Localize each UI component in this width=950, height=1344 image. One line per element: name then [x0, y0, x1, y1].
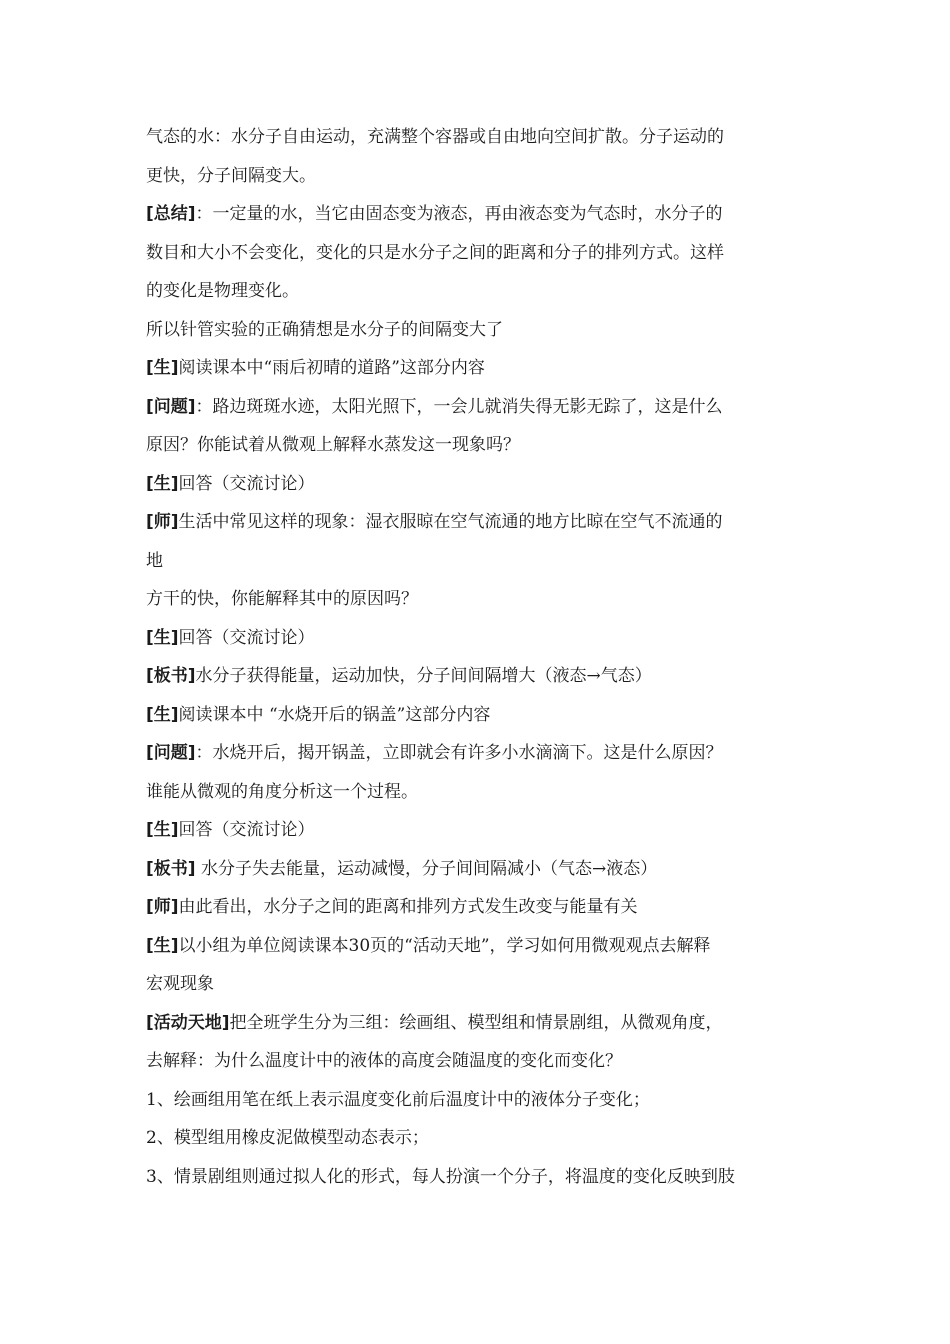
line-text: 谁能从微观的角度分析这一个过程。: [146, 781, 418, 802]
line-tag: [活动天地]: [146, 1012, 230, 1033]
line-text: 回答（交流讨论）: [178, 820, 315, 840]
line-text: 阅读课本中“雨后初晴的道路”这部分内容: [178, 358, 485, 378]
text-line: [146, 465, 816, 504]
text-line: [146, 157, 816, 196]
text-line: [146, 1081, 816, 1120]
text-line: [146, 734, 816, 773]
line-tag: [板书]: [146, 666, 196, 686]
line-text: 1、绘画组用笔在纸上表示温度变化前后温度计中的液体分子变化；: [146, 1089, 650, 1110]
line-text: 气态的水：水分子自由运动，充满整个容器或自由地向空间扩散。分子运动的: [146, 127, 724, 147]
text-line: [146, 927, 816, 966]
line-text: 把全班学生分为三组：绘画组、模型组和情景剧组，从微观角度，: [229, 1012, 723, 1033]
line-text: 所以针管实验的正确猜想是水分子的间隔变大了: [146, 319, 503, 340]
text-line: [146, 388, 816, 427]
line-tag: [生]: [146, 473, 179, 494]
line-tag: [生]: [146, 704, 179, 725]
line-text: 的变化是物理变化。: [146, 281, 299, 301]
line-tag: [问题]: [146, 396, 196, 417]
text-line: [146, 311, 816, 350]
text-line: [146, 1042, 816, 1081]
line-tag: [师]: [146, 897, 179, 917]
line-text: 水分子获得能量，运动加快，分子间间隔增大（液态→气态）: [195, 666, 652, 686]
line-text: 生活中常见这样的现象：湿衣服晾在空气流通的地方比晾在空气不流通的: [178, 512, 723, 532]
line-text: 数目和大小不会变化，变化的只是水分子之间的距离和分子的排列方式。这样: [146, 242, 724, 263]
text-line: [146, 542, 816, 581]
text-line: [146, 657, 816, 696]
line-text: 水分子失去能量，运动减慢，分子间间隔减小（气态→液态）: [195, 858, 658, 879]
text-line: [146, 195, 816, 234]
text-line: [146, 118, 816, 157]
text-line: [146, 1158, 816, 1197]
line-tag: [生]: [146, 935, 179, 956]
text-line: [146, 272, 816, 311]
line-text: 回答（交流讨论）: [178, 627, 315, 648]
text-line: [146, 1119, 816, 1158]
text-line: [146, 1004, 816, 1043]
line-tag: [总结]: [146, 204, 196, 224]
line-tag: [板书]: [146, 858, 196, 879]
document-page: [146, 118, 816, 1196]
line-text: 原因？你能试着从微观上解释水蒸发这一现象吗？: [146, 435, 520, 455]
text-line: [146, 850, 816, 889]
line-text: ：路边斑斑水迹，太阳光照下，一会儿就消失得无影无踪了，这是什么: [195, 396, 723, 417]
text-line: [146, 503, 816, 542]
text-line: [146, 619, 816, 658]
line-tag: [生]: [146, 358, 179, 378]
text-line: [146, 773, 816, 812]
line-text: 3、情景剧组则通过拟人化的形式，每人扮演一个分子，将温度的变化反映到肢: [146, 1166, 735, 1187]
line-text: 更快，分子间隔变大。: [146, 165, 316, 186]
line-text: ：一定量的水，当它由固态变为液态，再由液态变为气态时，水分子的: [195, 204, 723, 224]
line-tag: [生]: [146, 820, 179, 840]
line-text: 地: [146, 550, 163, 571]
line-text: 阅读课本中 “水烧开后的锅盖”这部分内容: [178, 704, 491, 725]
line-tag: [师]: [146, 512, 179, 532]
line-text: 以小组为单位阅读课本30页的“活动天地”，学习如何用微观观点去解释: [178, 935, 711, 956]
text-line: [146, 426, 816, 465]
text-line: [146, 888, 816, 927]
text-line: [146, 349, 816, 388]
line-text: 由此看出，水分子之间的距离和排列方式发生改变与能量有关: [178, 897, 638, 917]
line-text: 宏观现象: [146, 974, 214, 994]
line-text: 回答（交流讨论）: [178, 473, 315, 494]
text-line: [146, 811, 816, 850]
text-line: [146, 580, 816, 619]
line-tag: [问题]: [146, 743, 196, 763]
line-text: 去解释：为什么温度计中的液体的高度会随温度的变化而变化？: [146, 1051, 622, 1071]
text-line: [146, 234, 816, 273]
line-tag: [生]: [146, 627, 179, 648]
text-line: [146, 965, 816, 1004]
line-text: ：水烧开后，揭开锅盖，立即就会有许多小水滴滴下。这是什么原因？: [195, 743, 723, 763]
text-line: [146, 696, 816, 735]
line-text: 2、模型组用橡皮泥做模型动态表示；: [146, 1128, 429, 1148]
line-text: 方干的快，你能解释其中的原因吗？: [146, 589, 418, 609]
